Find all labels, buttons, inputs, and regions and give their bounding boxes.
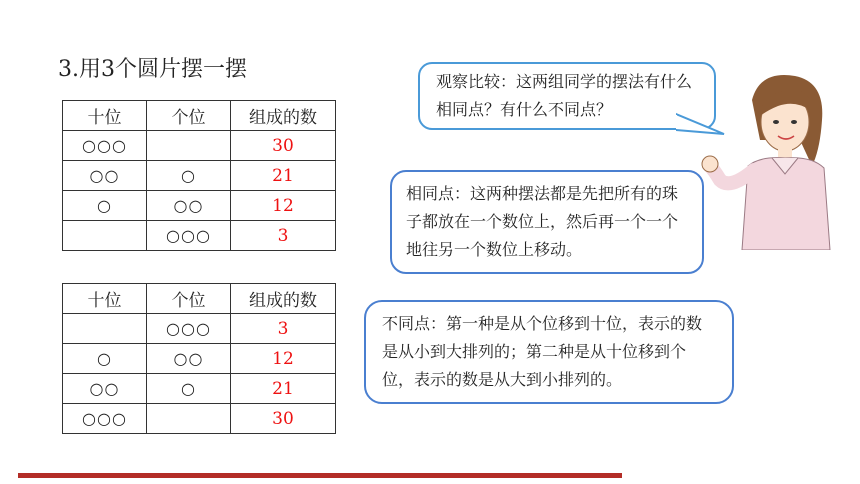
ones-circles: ○○ — [147, 191, 231, 221]
header-number: 组成的数 — [231, 101, 336, 131]
table-row — [63, 131, 336, 161]
table-row — [63, 404, 336, 434]
header-ones: 个位 — [147, 101, 231, 131]
number-value: 12 — [231, 344, 336, 374]
place-value-table-1 — [62, 100, 336, 251]
ones-circles: ○○○ — [147, 221, 231, 251]
teacher-illustration — [700, 70, 850, 250]
place-value-table-2 — [62, 283, 336, 434]
tens-circles — [63, 221, 147, 251]
number-value: 21 — [231, 374, 336, 404]
number-value: 30 — [231, 404, 336, 434]
same-point-text: 相同点：这两种摆法都是先把所有的珠子都放在一个数位上，然后再一个一个地往另一个数位上移动。 — [406, 184, 679, 259]
question-bubble — [418, 62, 716, 130]
header-number: 组成的数 — [231, 284, 336, 314]
table-row — [63, 221, 336, 251]
table-row — [63, 344, 336, 374]
table-row — [63, 191, 336, 221]
table-row — [63, 161, 336, 191]
number-value: 12 — [231, 191, 336, 221]
tens-circles: ○○○ — [63, 404, 147, 434]
table-header-row — [63, 284, 336, 314]
same-point-bubble — [390, 170, 704, 274]
ones-circles: ○ — [147, 374, 231, 404]
number-value: 30 — [231, 131, 336, 161]
tens-circles: ○○ — [63, 374, 147, 404]
tens-circles: ○ — [63, 191, 147, 221]
tens-circles: ○ — [63, 344, 147, 374]
ones-circles: ○○ — [147, 344, 231, 374]
table-header-row — [63, 101, 336, 131]
ones-circles — [147, 404, 231, 434]
header-tens: 十位 — [63, 284, 147, 314]
ones-circles — [147, 131, 231, 161]
number-value: 3 — [231, 221, 336, 251]
tens-circles: ○○ — [63, 161, 147, 191]
tens-circles — [63, 314, 147, 344]
ones-circles: ○○○ — [147, 314, 231, 344]
tens-circles: ○○○ — [63, 131, 147, 161]
header-tens: 十位 — [63, 101, 147, 131]
difference-bubble — [364, 300, 734, 404]
number-value: 3 — [231, 314, 336, 344]
difference-text: 不同点：第一种是从个位移到十位，表示的数是从小到大排列的；第二种是从十位移到个位，表示的数是从大到小排列的。 — [382, 314, 703, 389]
question-text: 观察比较：这两组同学的摆法有什么相同点？有什么不同点？ — [436, 72, 693, 119]
ones-circles: ○ — [147, 161, 231, 191]
bottom-divider-bar — [18, 473, 622, 478]
number-value: 21 — [231, 161, 336, 191]
header-ones: 个位 — [147, 284, 231, 314]
page-title: 3.用3个圆片摆一摆 — [58, 57, 247, 82]
table-row — [63, 314, 336, 344]
table-row — [63, 374, 336, 404]
